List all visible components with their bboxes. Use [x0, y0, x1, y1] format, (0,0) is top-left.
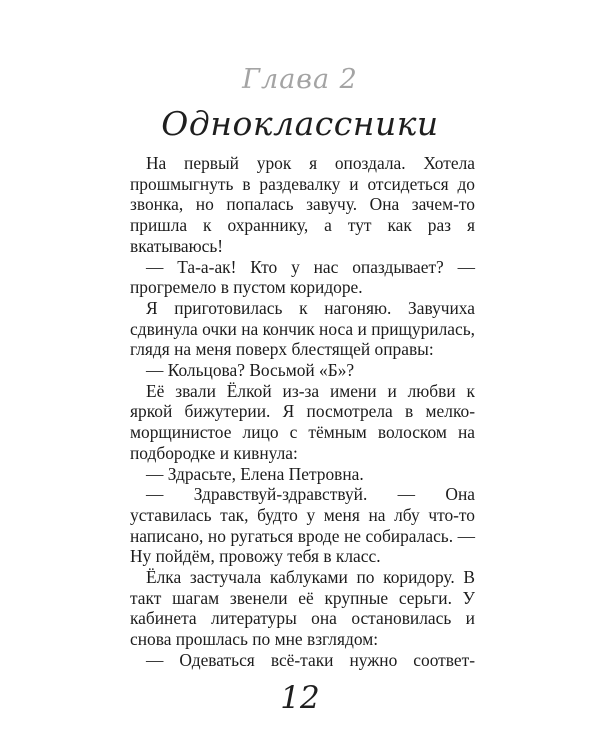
chapter-label: Глава 2	[242, 64, 358, 95]
paragraph: Её звали Ёлкой из-за имени и любви к яркой бижутерии. Я посмотрела в мелко-морщинистое лицо с тёмным волоском на подбородке и кивнула:	[130, 380, 475, 463]
paragraph: Я приготовилась к нагоняю. Завучиха сдвинула очки на кончик носа и прищурилась, глядя на меня поверх блестящей оправы:	[130, 297, 475, 360]
page-number: 12	[280, 680, 320, 716]
body-text	[130, 153, 475, 671]
paragraph: Ёлка застучала каблуками по коридору. В такт шагам звенели её крупные серьги. У кабинета литературы она остановилась и снова прошлась по мне взглядом:	[130, 567, 475, 650]
paragraph: — Здравствуй-здравствуй. — Она уставилась так, будто у меня на лбу что-то написано, но ругаться вроде не собиралась. — Ну пойдём, провожу тебя в класс.	[130, 484, 475, 567]
paragraph: — Та-а-ак! Кто у нас опаздывает? — прогремело в пустом коридоре.	[130, 256, 475, 298]
paragraph: — Одеваться всё-таки нужно соответ-	[146, 649, 475, 670]
paragraph: — Здрасьте, Елена Петровна.	[146, 463, 364, 484]
paragraph: На первый урок я опоздала. Хотела прошмыгнуть в раздевалку и отсидеться до звонка, но попалась завучу. Она зачем-то пришла к охраннику, а тут как раз я вкатываюсь!	[130, 153, 475, 256]
chapter-title: Одноклассники	[161, 104, 439, 143]
paragraph: — Кольцова? Восьмой «Б»?	[146, 360, 355, 381]
